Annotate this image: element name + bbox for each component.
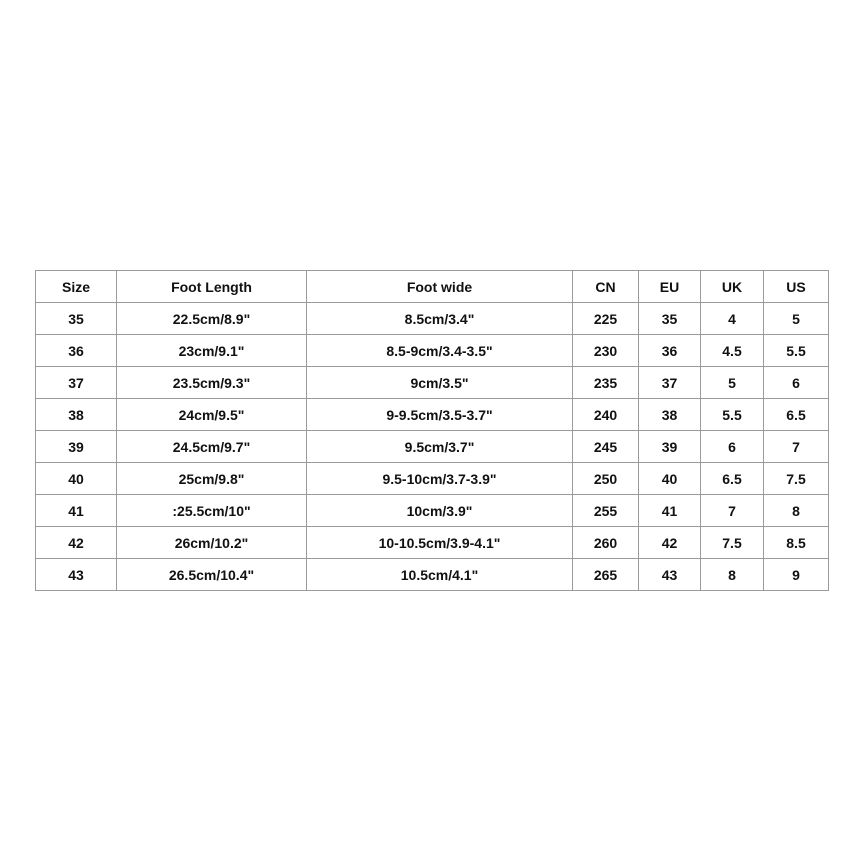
cell-eu: 41 [639, 495, 701, 527]
cell-foot-wide: 9cm/3.5" [307, 367, 573, 399]
cell-us: 7 [764, 431, 829, 463]
size-chart-table [35, 270, 829, 591]
cell-foot-length: :25.5cm/10" [117, 495, 307, 527]
cell-foot-length: 24cm/9.5" [117, 399, 307, 431]
cell-eu: 40 [639, 463, 701, 495]
cell-eu: 38 [639, 399, 701, 431]
table-body [36, 303, 829, 591]
cell-cn: 225 [573, 303, 639, 335]
cell-cn: 250 [573, 463, 639, 495]
cell-cn: 230 [573, 335, 639, 367]
cell-us: 6 [764, 367, 829, 399]
cell-eu: 35 [639, 303, 701, 335]
cell-us: 8 [764, 495, 829, 527]
table-header-row [36, 271, 829, 303]
cell-cn: 240 [573, 399, 639, 431]
cell-size: 38 [36, 399, 117, 431]
cell-us: 5 [764, 303, 829, 335]
table-row [36, 367, 829, 399]
table-row [36, 431, 829, 463]
cell-cn: 265 [573, 559, 639, 591]
header-cn: CN [573, 271, 639, 303]
cell-size: 39 [36, 431, 117, 463]
cell-size: 42 [36, 527, 117, 559]
header-uk: UK [701, 271, 764, 303]
table-row [36, 559, 829, 591]
cell-size: 41 [36, 495, 117, 527]
table-row [36, 335, 829, 367]
cell-uk: 8 [701, 559, 764, 591]
cell-cn: 235 [573, 367, 639, 399]
cell-foot-length: 24.5cm/9.7" [117, 431, 307, 463]
cell-us: 9 [764, 559, 829, 591]
cell-eu: 42 [639, 527, 701, 559]
cell-foot-wide: 10cm/3.9" [307, 495, 573, 527]
cell-foot-length: 26cm/10.2" [117, 527, 307, 559]
cell-foot-wide: 10.5cm/4.1" [307, 559, 573, 591]
cell-us: 6.5 [764, 399, 829, 431]
cell-cn: 260 [573, 527, 639, 559]
cell-foot-wide: 9.5cm/3.7" [307, 431, 573, 463]
cell-eu: 36 [639, 335, 701, 367]
cell-uk: 4 [701, 303, 764, 335]
header-us: US [764, 271, 829, 303]
header-size: Size [36, 271, 117, 303]
header-foot-length: Foot Length [117, 271, 307, 303]
cell-eu: 43 [639, 559, 701, 591]
cell-size: 37 [36, 367, 117, 399]
cell-foot-length: 26.5cm/10.4" [117, 559, 307, 591]
cell-uk: 6 [701, 431, 764, 463]
cell-size: 36 [36, 335, 117, 367]
cell-eu: 37 [639, 367, 701, 399]
size-chart [35, 270, 828, 591]
table-row [36, 463, 829, 495]
cell-uk: 5 [701, 367, 764, 399]
cell-foot-wide: 9-9.5cm/3.5-3.7" [307, 399, 573, 431]
cell-uk: 4.5 [701, 335, 764, 367]
cell-foot-length: 23cm/9.1" [117, 335, 307, 367]
cell-foot-wide: 9.5-10cm/3.7-3.9" [307, 463, 573, 495]
cell-eu: 39 [639, 431, 701, 463]
cell-size: 40 [36, 463, 117, 495]
cell-uk: 7 [701, 495, 764, 527]
cell-foot-length: 25cm/9.8" [117, 463, 307, 495]
table-row [36, 527, 829, 559]
cell-foot-length: 23.5cm/9.3" [117, 367, 307, 399]
cell-us: 8.5 [764, 527, 829, 559]
cell-uk: 5.5 [701, 399, 764, 431]
cell-uk: 7.5 [701, 527, 764, 559]
table-row [36, 399, 829, 431]
cell-cn: 245 [573, 431, 639, 463]
cell-cn: 255 [573, 495, 639, 527]
header-foot-wide: Foot wide [307, 271, 573, 303]
cell-uk: 6.5 [701, 463, 764, 495]
table-row [36, 495, 829, 527]
cell-foot-length: 22.5cm/8.9" [117, 303, 307, 335]
cell-foot-wide: 8.5cm/3.4" [307, 303, 573, 335]
cell-size: 35 [36, 303, 117, 335]
cell-us: 7.5 [764, 463, 829, 495]
header-eu: EU [639, 271, 701, 303]
cell-size: 43 [36, 559, 117, 591]
cell-us: 5.5 [764, 335, 829, 367]
cell-foot-wide: 8.5-9cm/3.4-3.5" [307, 335, 573, 367]
cell-foot-wide: 10-10.5cm/3.9-4.1" [307, 527, 573, 559]
table-row [36, 303, 829, 335]
